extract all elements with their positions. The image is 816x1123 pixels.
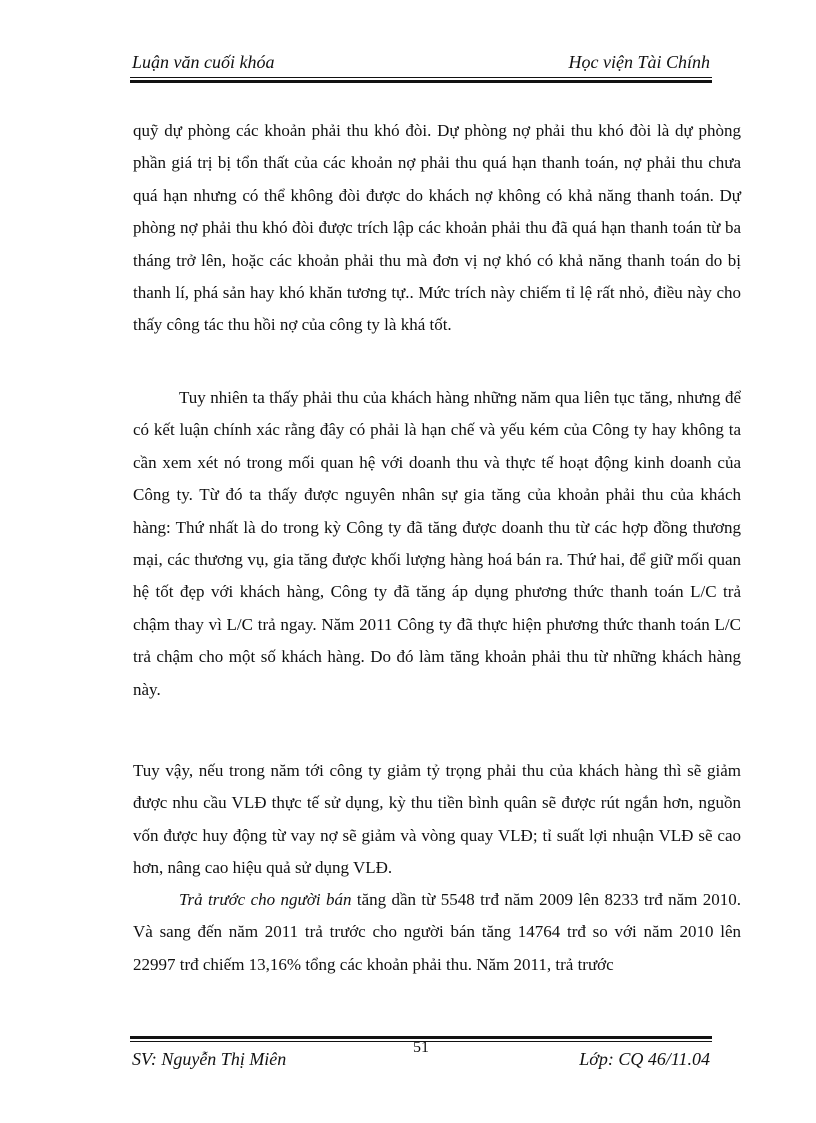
header-institution: Học viện Tài Chính <box>568 52 710 72</box>
page-header <box>130 50 712 76</box>
paragraph-4-rest: tăng dần từ 5548 trđ năm 2009 lên 8233 trđ năm 2010. Và sang đến năm 2011 trả trước cho người bán tăng 14764 trđ so với năm 2010 lên 22997 trđ chiếm 13,16% tổng các khoản phải thu. Năm 2011, trả trước <box>133 890 741 974</box>
page-number: 51 <box>413 1039 429 1056</box>
paragraph-4-text <box>133 884 741 981</box>
paragraph-1-text: quỹ dự phòng các khoản phải thu khó đòi. Dự phòng nợ phải thu khó đòi là dự phòng phần giá trị bị tổn thất của các khoản nợ phải thu quá hạn thanh toán, nợ phải thu chưa quá hạn nhưng có thể không đòi được do khách nợ không có khả năng thanh toán. Dự phòng nợ phải thu khó đòi được trích lập các khoản phải thu đã quá hạn thanh toán từ ba tháng trở lên, hoặc các khoản phải thu mà đơn vị nợ khó có khả năng thanh toán do bị thanh lí, phá sản hay khó khăn tương tự.. Mức trích này chiếm tỉ lệ rất nhỏ, điều này cho thấy công tác thu hồi nợ của công ty là khá tốt. <box>133 121 741 335</box>
page-footer <box>130 1036 712 1076</box>
paragraph-3-text: Tuy vậy, nếu trong năm tới công ty giảm tỷ trọng phải thu của khách hàng thì sẽ giảm được nhu cầu VLĐ thực tế sử dụng, kỳ thu tiền bình quân sẽ được rút ngắn hơn, nguồn vốn được huy động từ vay nợ sẽ giảm và vòng quay VLĐ; tỉ suất lợi nhuận VLĐ sẽ cao hơn, nâng cao hiệu quả sử dụng VLĐ. <box>133 761 741 878</box>
footer-student-name: SV: Nguyễn Thị Miên <box>132 1049 287 1069</box>
paragraph-2-text: Tuy nhiên ta thấy phải thu của khách hàng những năm qua liên tục tăng, nhưng để có kết luận chính xác rằng đây có phải là hạn chế và yếu kém của Công ty hay không ta cần xem xét nó trong mối quan hệ với doanh thu và thực tế hoạt động kinh doanh của Công ty. Từ đó ta thấy được nguyên nhân sự gia tăng của khoản phải thu của khách hàng: Thứ nhất là do trong kỳ Công ty đã tăng được doanh thu từ các hợp đồng thương mại, các thương vụ, gia tăng được khối lượng hàng hoá bán ra. Thứ hai, để giữ mối quan hệ tốt đẹp với khách hàng, Công ty đã tăng áp dụng phương thức thanh toán L/C trả chậm thay vì L/C trả ngay. Năm 2011 Công ty đã thực hiện phương thức thanh toán L/C trả chậm cho một số khách hàng. Do đó làm tăng khoản phải thu từ những khách hàng này. <box>133 388 741 699</box>
paragraph-4-italic-lead: Trả trước cho người bán <box>179 890 352 909</box>
paragraph-4 <box>133 884 741 981</box>
paragraph-1 <box>133 115 741 342</box>
paragraph-2 <box>133 382 741 706</box>
paragraph-3 <box>133 755 741 885</box>
header-rule-thick <box>130 80 712 83</box>
header-rule-thin <box>130 77 712 78</box>
header-thesis-title: Luận văn cuối khóa <box>132 52 275 72</box>
footer-class-code: Lớp: CQ 46/11.04 <box>579 1049 710 1069</box>
